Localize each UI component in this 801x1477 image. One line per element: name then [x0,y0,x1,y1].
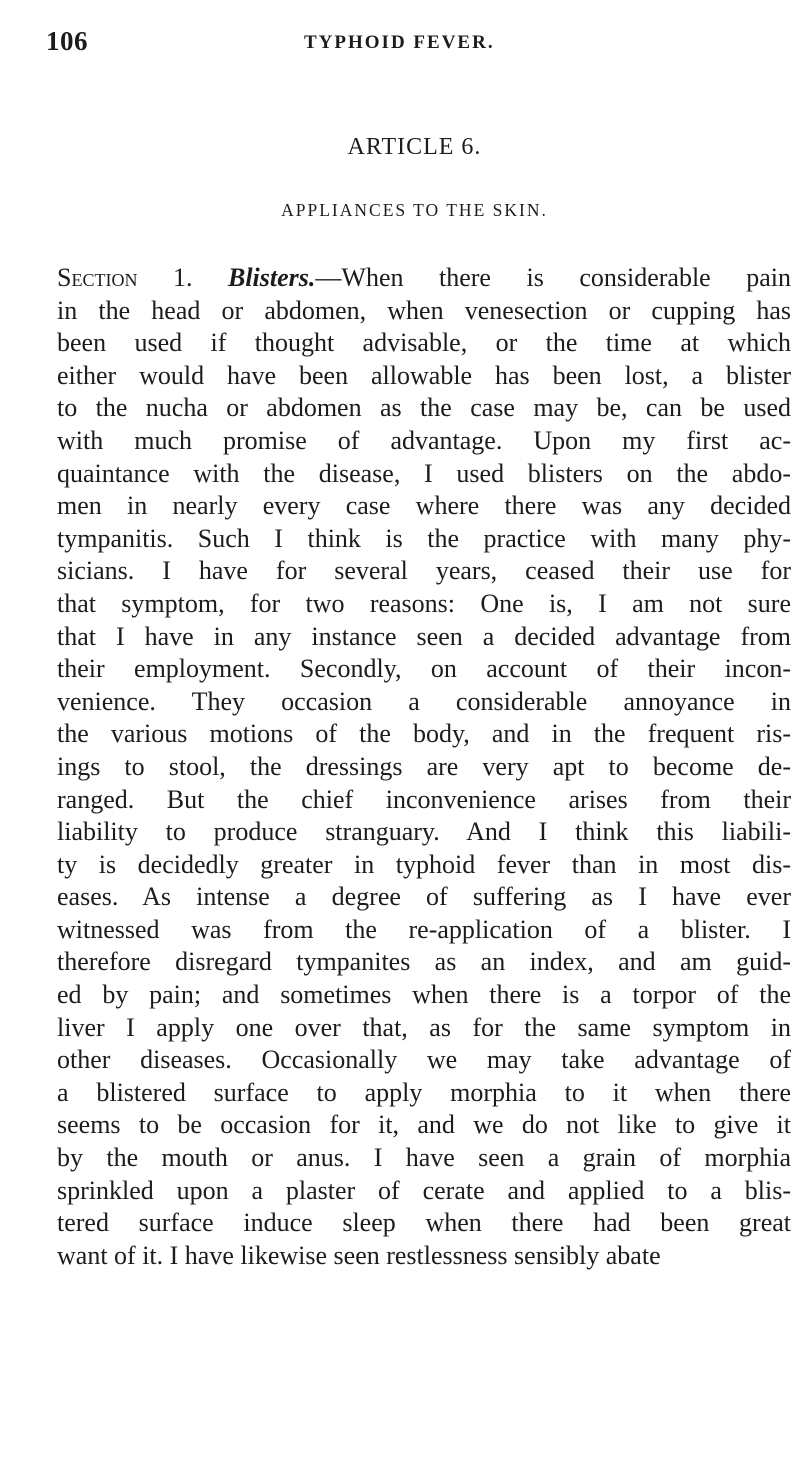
text-line: ranged. But the chief inconvenience arises from their [57,784,791,814]
text-line: ed by pain; and sometimes when there is a torpor of the [57,980,791,1010]
text-line: been used if thought advisable, or the time at which [57,328,791,358]
page-number: 106 [46,26,88,56]
text-line: by the mouth or anus. I have seen a grain of morphia [57,1143,791,1173]
text-line: men in nearly every case where there was any decided [57,491,791,521]
text-line: liability to produce stranguary. And I think this liabili- [57,817,791,847]
text-line: other diseases. Occasionally we may take advantage of [57,1045,791,1075]
text-line: the various motions of the body, and in the frequent ris- [57,719,791,749]
running-title: TYPHOID FEVER. [304,32,495,53]
text-line: either would have been allowable has been lost, a blister [57,360,791,390]
text-line: a blistered surface to apply morphia to it when there [57,1077,791,1107]
text-line: sicians. I have for several years, ceased their use for [57,556,791,586]
running-head [46,26,766,60]
section-body [57,262,791,1272]
text-line: tympanitis. Such I think is the practice with many phy- [57,523,791,553]
article-subheading: APPLIANCES TO THE SKIN. [281,200,548,220]
text-line: want of it. I have likewise seen restlessness sensibly abate [57,1240,661,1270]
text-line: witnessed was from the re-application of a blister. I [57,914,791,944]
text-line-content: —When there is considerable pain [315,263,791,292]
text-line: tered surface induce sleep when there had been great [57,1208,791,1238]
text-line: that I have in any instance seen a decided advantage from [57,621,791,651]
text-line [57,262,791,295]
text-line: to the nucha or abdomen as the case may be, can be used [57,393,791,423]
text-line: seems to be occasion for it, and we do not like to give it [57,1110,791,1140]
text-line: sprinkled upon a plaster of cerate and applied to a blis- [57,1175,791,1205]
text-line: that symptom, for two reasons: One is, I am not sure [57,588,791,618]
text-line: their employment. Secondly, on account of their incon- [57,654,791,684]
text-line: ty is decidedly greater in typhoid fever than in most dis- [57,849,791,879]
section-label: Section 1. [57,263,193,292]
text-line: with much promise of advantage. Upon my first ac- [57,425,791,455]
text-line: quaintance with the disease, I used blisters on the abdo- [57,458,791,488]
text-line: therefore disregard tympanites as an index, and am guid- [57,947,791,977]
text-line: eases. As intense a degree of suffering as I have ever [57,882,791,912]
text-line: venience. They occasion a considerable annoyance in [57,686,791,716]
section-title: Blisters. [227,263,316,292]
text-line: in the head or abdomen, when venesection or cupping has [57,295,791,325]
text-line: liver I apply one over that, as for the same symptom in [57,1012,791,1042]
article-heading: ARTICLE 6. [347,134,482,160]
text-line: ings to stool, the dressings are very apt to become de- [57,751,791,781]
